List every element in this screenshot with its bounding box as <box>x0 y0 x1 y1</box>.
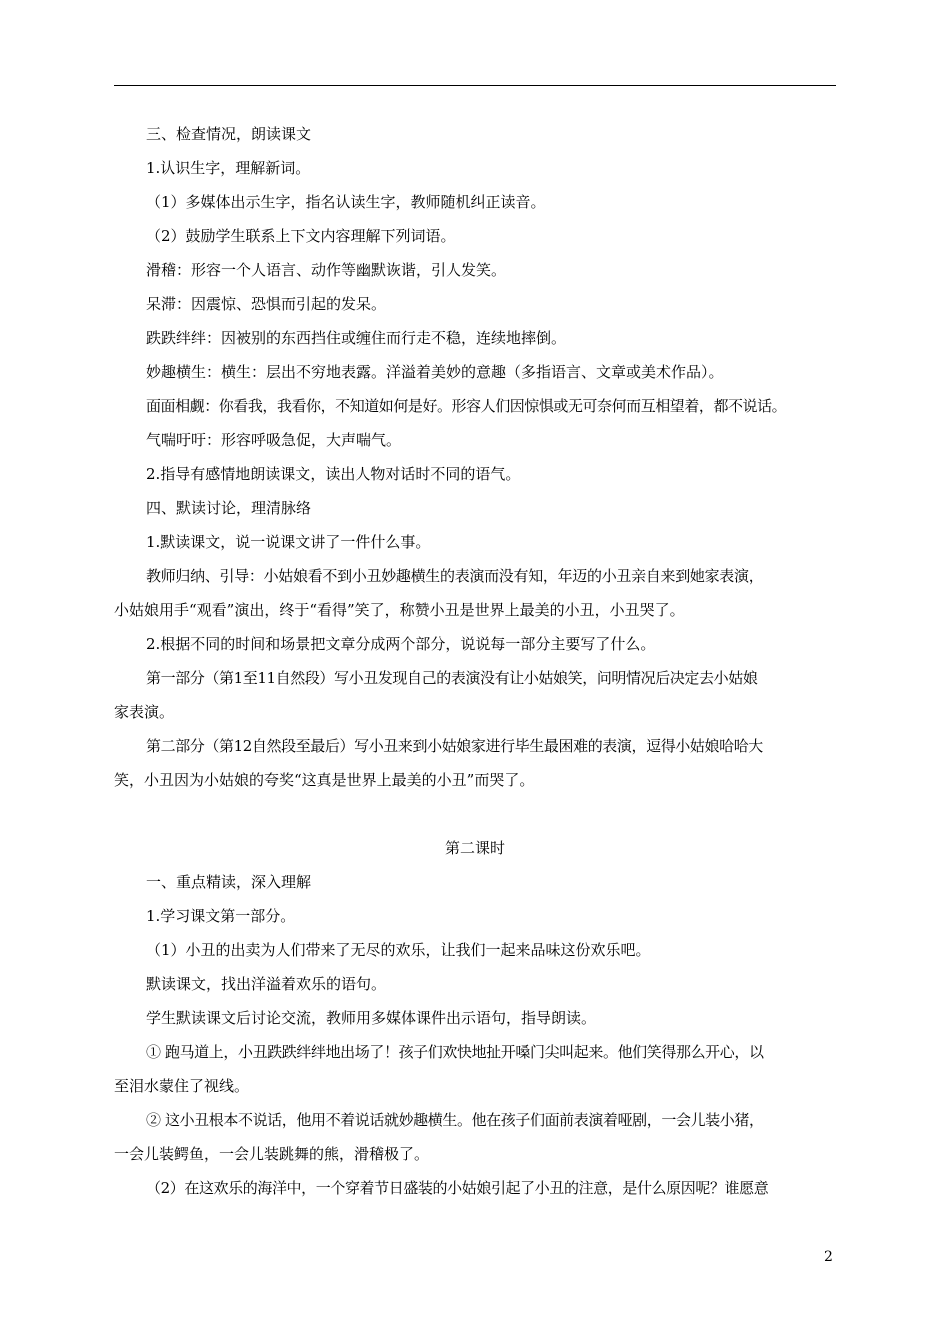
vocabulary-definition: 跌跌绊绊：因被别的东西挡住或缠住而行走不稳，连续地摔倒。 <box>146 329 567 347</box>
paragraph-line: 默读课文，找出洋溢着欢乐的语句。 <box>146 975 387 993</box>
section-heading: 一、重点精读，深入理解 <box>146 873 312 891</box>
section-heading: 三、检查情况，朗读课文 <box>146 125 312 143</box>
paragraph-line: （2）鼓励学生联系上下文内容理解下列词语。 <box>146 227 456 245</box>
quoted-sentence: ② 这小丑根本不说话，他用不着说话就妙趣横生。他在孩子们面前表演着哑剧，一会儿装小猪， <box>146 1111 764 1129</box>
quoted-sentence: 至泪水蒙住了视线。 <box>114 1077 250 1095</box>
paragraph-line: （1）小丑的出卖为人们带来了无尽的欢乐，让我们一起来品味这份欢乐吧。 <box>146 941 651 959</box>
vocabulary-definition: 滑稽：形容一个人语言、动作等幽默诙谐，引人发笑。 <box>146 261 507 279</box>
vocabulary-definition: 呆滞：因震惊、恐惧而引起的发呆。 <box>146 295 387 313</box>
page-number: 2 <box>824 1249 833 1265</box>
paragraph-line: 小姑娘用手“观看”演出，终于“看得”笑了，称赞小丑是世界上最美的小丑，小丑哭了。 <box>114 601 685 619</box>
paragraph-line: 1.认识生字，理解新词。 <box>146 159 311 177</box>
paragraph-line: 笑，小丑因为小姑娘的夸奖“这真是世界上最美的小丑”而哭了。 <box>114 771 535 789</box>
vocabulary-definition: 妙趣横生：横生：层出不穷地表露。洋溢着美妙的意趣（多指语言、文章或美术作品）。 <box>146 363 724 381</box>
paragraph-line: （2）在这欢乐的海洋中，一个穿着节日盛装的小姑娘引起了小丑的注意，是什么原因呢？谁愿意 <box>146 1179 769 1197</box>
paragraph-line: 家表演。 <box>114 703 175 721</box>
paragraph-line: 第二部分（第12自然段至最后）写小丑来到小姑娘家进行毕生最困难的表演，逗得小姑娘哈哈大 <box>146 737 763 755</box>
vocabulary-definition: 面面相觑：你看我，我看你，不知道如何是好。形容人们因惊惧或无可奈何而互相望着，都不说话。 <box>146 397 787 415</box>
document-body <box>114 117 836 1205</box>
vocabulary-definition: 气喘吁吁：形容呼吸急促，大声喘气。 <box>146 431 402 449</box>
paragraph-line: 2.根据不同的时间和场景把文章分成两个部分，说说每一部分主要写了什么。 <box>146 635 656 653</box>
quoted-sentence: 一会儿装鳄鱼，一会儿装跳舞的熊，滑稽极了。 <box>114 1145 430 1163</box>
paragraph-line: 1.学习课文第一部分。 <box>146 907 296 925</box>
blank-line <box>114 797 836 831</box>
paragraph-line: 2.指导有感情地朗读课文，读出人物对话时不同的语气。 <box>146 465 521 483</box>
lesson-title: 第二课时 <box>444 839 505 857</box>
paragraph-line: 1.默读课文，说一说课文讲了一件什么事。 <box>146 533 431 551</box>
paragraph-line: 第一部分（第1至11自然段）写小丑发现自己的表演没有让小姑娘笑，问明情况后决定去小姑娘 <box>146 669 758 687</box>
header-rule <box>114 85 836 86</box>
paragraph-line: （1）多媒体出示生字，指名认读生字，教师随机纠正读音。 <box>146 193 546 211</box>
quoted-sentence: ① 跑马道上，小丑跌跌绊绊地出场了！孩子们欢快地扯开嗓门尖叫起来。他们笑得那么开心，以 <box>146 1043 764 1061</box>
section-heading: 四、默读讨论，理清脉络 <box>146 499 312 517</box>
paragraph-line: 学生默读课文后讨论交流，教师用多媒体课件出示语句，指导朗读。 <box>146 1009 597 1027</box>
paragraph-line: 教师归纳、引导：小姑娘看不到小丑妙趣横生的表演而没有知，年迈的小丑亲自来到她家表演， <box>146 567 764 585</box>
